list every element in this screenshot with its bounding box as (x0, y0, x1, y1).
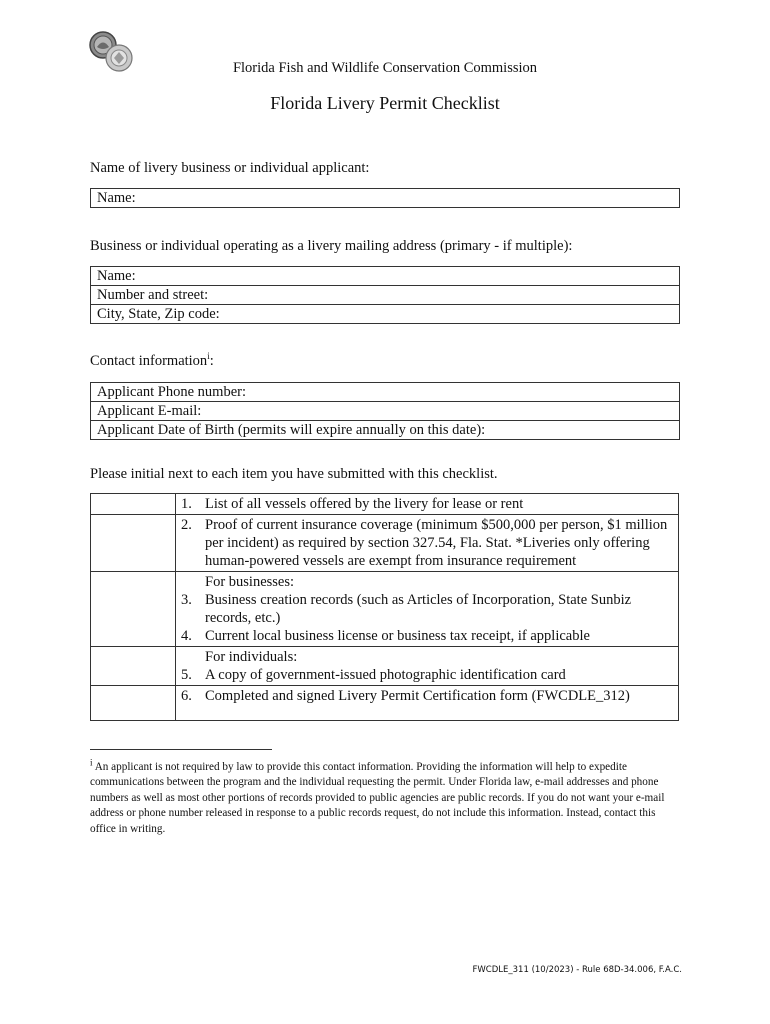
footnote-number: i (90, 757, 93, 768)
item-number: 1. (181, 496, 192, 512)
phone-field[interactable]: Applicant Phone number: (91, 383, 679, 402)
contact-prompt-suffix: : (209, 353, 214, 369)
item-text: Current local business license or business tax receipt, if applicable (205, 628, 590, 644)
checklist-cell (176, 494, 679, 515)
checklist-item (181, 591, 672, 627)
initial-cell[interactable] (91, 647, 176, 686)
item-number: 5. (181, 667, 192, 683)
checklist-item (181, 666, 672, 684)
item-text: Proof of current insurance coverage (minimum $500,000 per person, $1 million per incident) as required by section 327.54, Fla. Stat. *Liveries only offering human-powered vessels are exempt from insurance requirement (205, 517, 668, 569)
applicant-name-box (90, 188, 680, 208)
address-name-field[interactable]: Name: (91, 267, 679, 286)
checklist-item (181, 687, 672, 705)
checklist-item (181, 495, 672, 513)
individuals-heading: For individuals: (205, 649, 298, 665)
checklist-row (91, 686, 679, 721)
contact-prompt (90, 353, 214, 370)
item-text: A copy of government-issued photographic identification card (205, 667, 566, 683)
initial-cell[interactable] (91, 686, 176, 721)
checklist-prompt: Please initial next to each item you have submitted with this checklist. (90, 466, 498, 482)
applicant-name-field[interactable]: Name: (97, 190, 136, 206)
checklist-item (181, 516, 672, 570)
address-street-field[interactable]: Number and street: (91, 286, 679, 305)
email-field[interactable]: Applicant E-mail: (91, 402, 679, 421)
footnote (90, 757, 682, 837)
checklist-cell (176, 515, 679, 572)
item-text: Completed and signed Livery Permit Certification form (FWCDLE_312) (205, 688, 630, 704)
initial-cell[interactable] (91, 494, 176, 515)
item-text: List of all vessels offered by the livery for lease or rent (205, 496, 524, 512)
item-number: 4. (181, 628, 192, 644)
applicant-prompt: Name of livery business or individual applicant: (90, 160, 370, 176)
item-text: Business creation records (such as Articles of Incorporation, State Sunbiz records, etc.) (205, 592, 632, 626)
checklist-table (90, 493, 679, 721)
item-number: 3. (181, 592, 192, 608)
checklist-row (91, 515, 679, 572)
checklist-cell (176, 572, 679, 647)
checklist-cell (176, 686, 679, 721)
checklist-row (91, 572, 679, 647)
item-number: 2. (181, 517, 192, 533)
address-city-state-zip-field[interactable]: City, State, Zip code: (97, 306, 220, 322)
form-id-footer: FWCDLE_311 (10/2023) - Rule 68D-34.006, F.A.C. (472, 965, 682, 975)
dob-field[interactable]: Applicant Date of Birth (permits will expire annually on this date): (97, 422, 486, 438)
agency-name: Florida Fish and Wildlife Conservation Commission (232, 60, 538, 76)
footnote-text: An applicant is not required by law to provide this contact information. Providing the information will help to expedite communications between the program and the individual requesting the permit. Under Florida law, e-mail addresses and phone numbers as well as most other portions of records provided to public agencies are public records. If you do not want your e-mail address or phone number released in response to a public records request, do not include this information. Instead, contact this office in writing. (90, 761, 665, 835)
address-prompt: Business or individual operating as a livery mailing address (primary - if multiple): (90, 238, 573, 254)
contact-prompt-text: Contact information (90, 353, 208, 369)
checklist-cell (176, 647, 679, 686)
checklist-item (181, 627, 672, 645)
initial-cell[interactable] (91, 515, 176, 572)
item-number: 6. (181, 688, 192, 704)
address-box (90, 266, 680, 324)
businesses-heading: For businesses: (205, 574, 295, 590)
checklist-row (91, 494, 679, 515)
footnote-separator (90, 749, 272, 750)
contact-box (90, 382, 680, 440)
page-title: Florida Livery Permit Checklist (270, 93, 500, 113)
initial-cell[interactable] (91, 572, 176, 647)
footnote-marker: i (207, 351, 210, 362)
checklist-row (91, 647, 679, 686)
